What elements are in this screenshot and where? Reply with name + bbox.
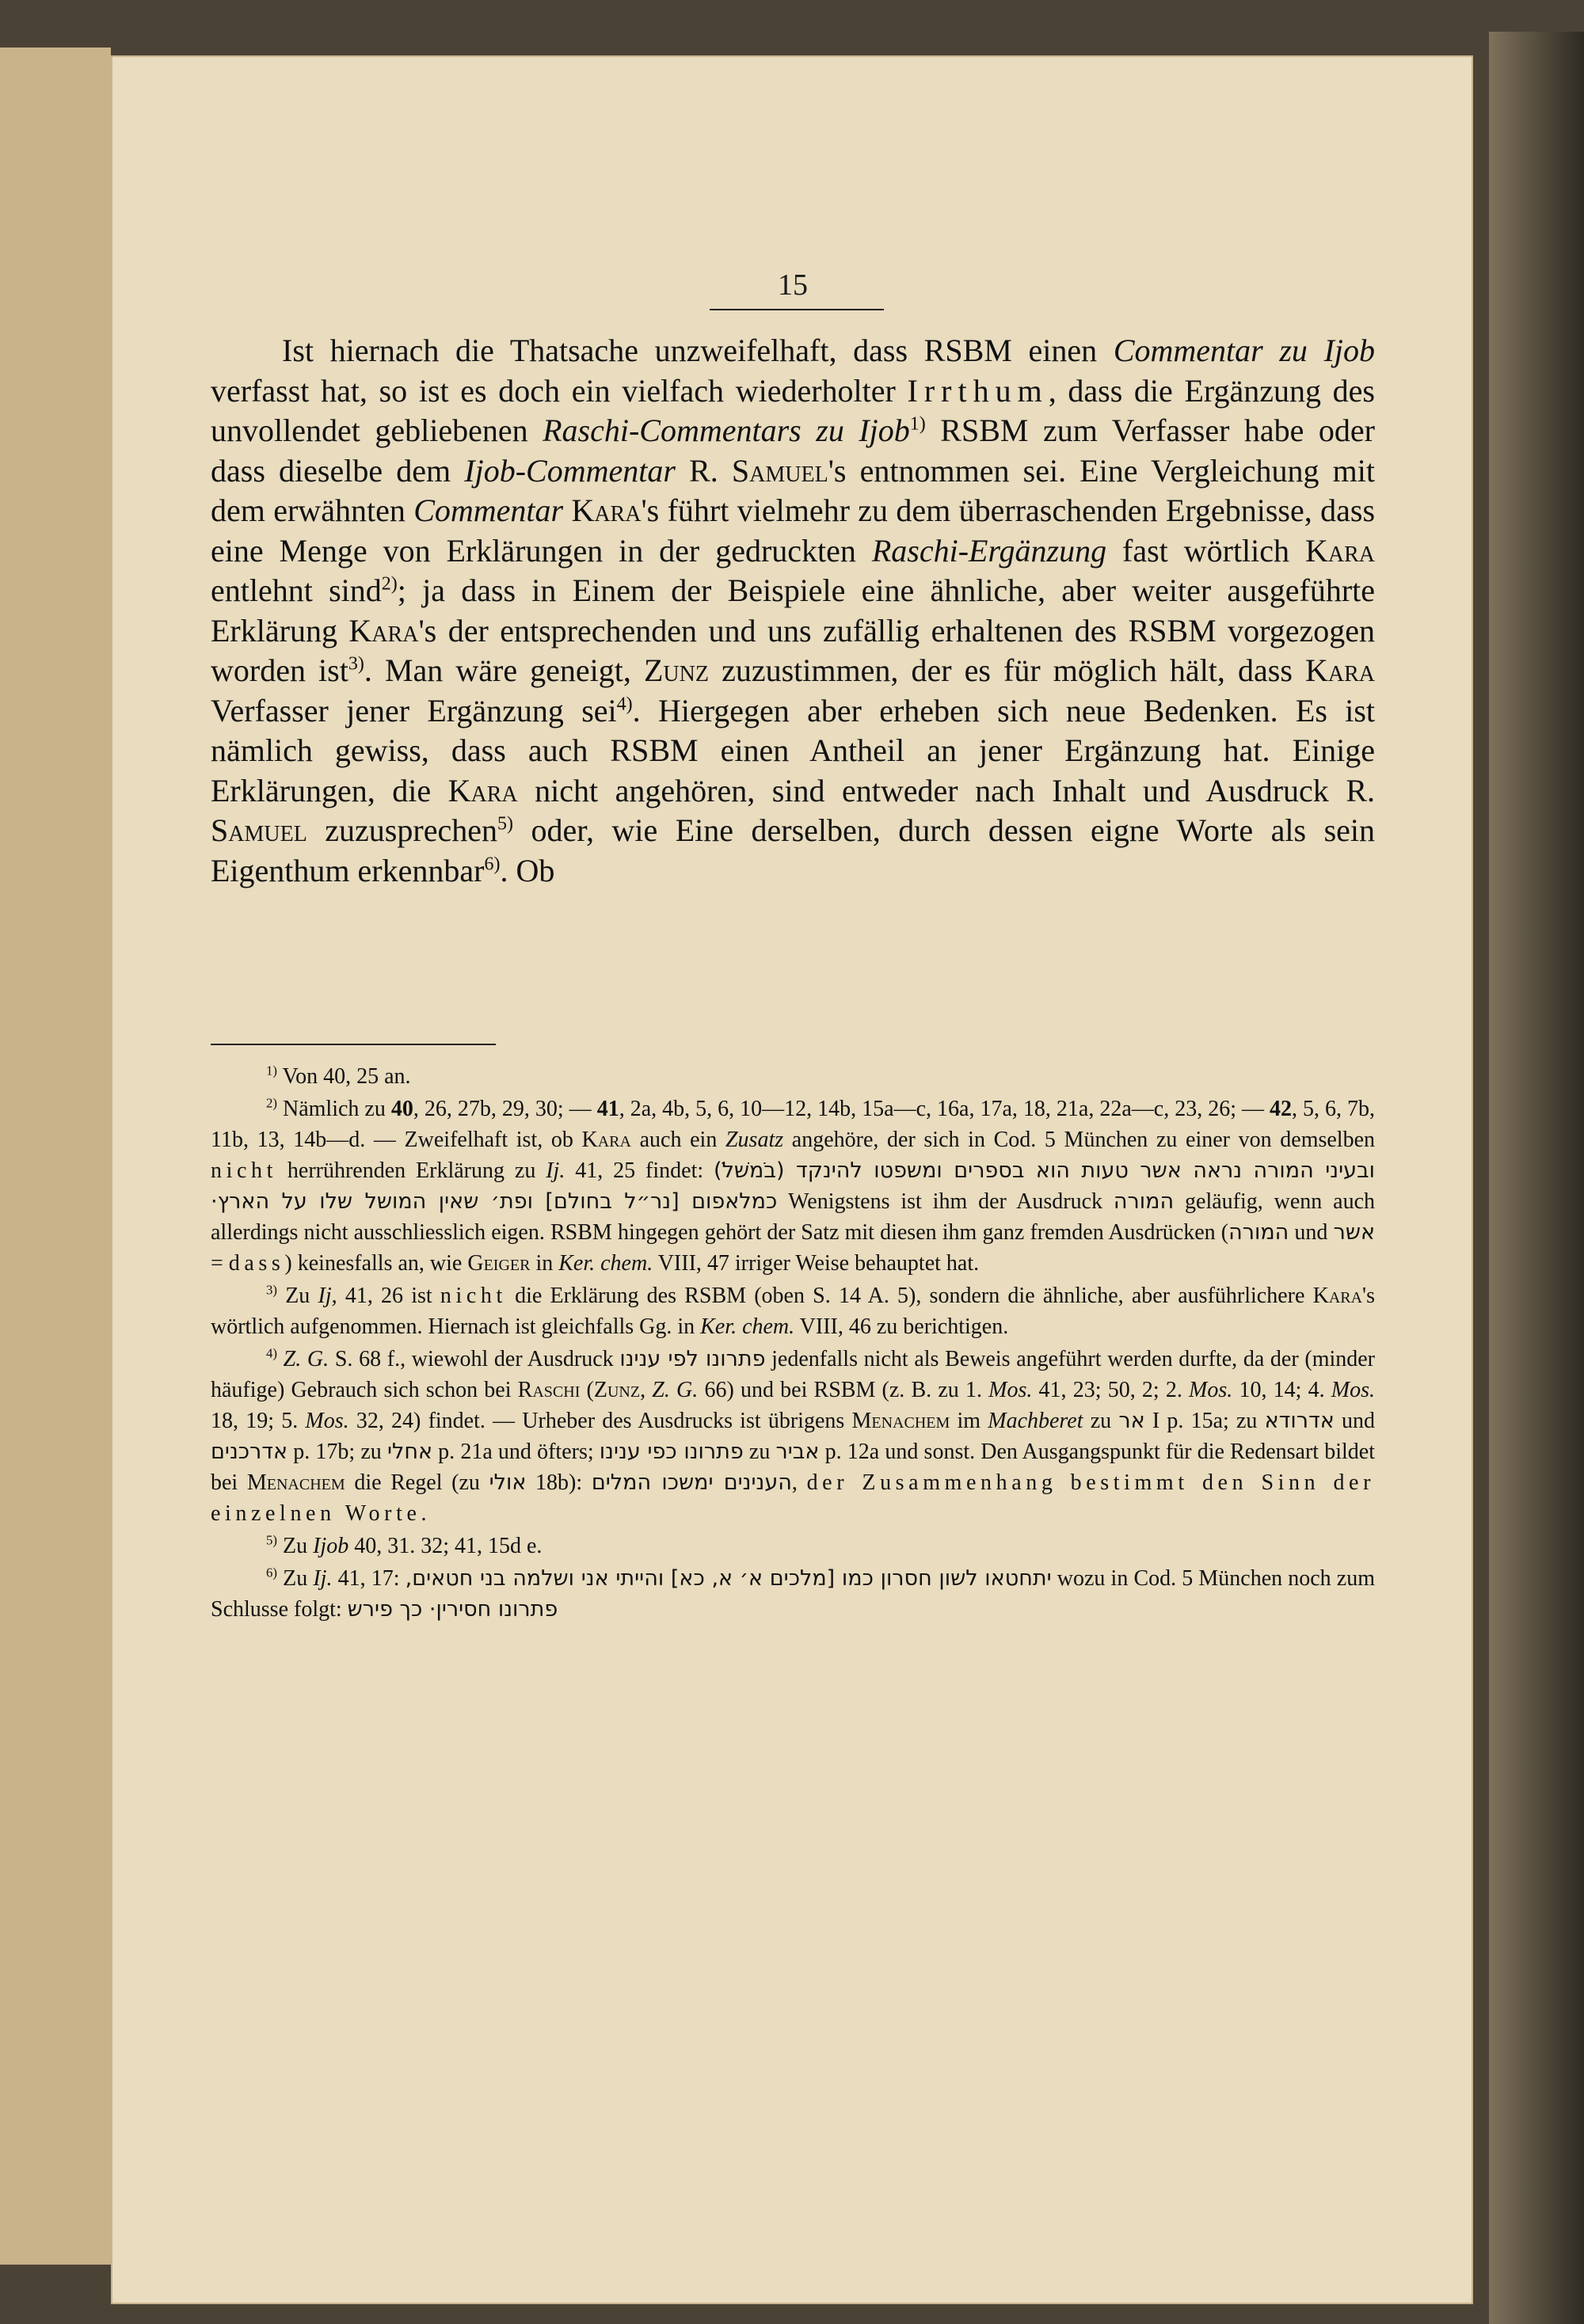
footnote-ref-6[interactable]: 6) [484,854,501,875]
book-page [111,55,1473,2304]
footnote-6: $^{6)}$ Zu Ij. 41, 17: יתחטאו לשון חסרון כמו [מלכים א׳ א, כא] והייתי אני ושלמה בני חטאים, wozu in Cod. 5 München noch zum Schlusse folgt: פתרונו חסירין· כך פירש [211,1565,1376,1622]
book-cover-edge [1489,32,1584,2324]
footnote-ref-2[interactable]: 2) [381,573,398,595]
footnote-1: $^{1)}$ Von 40, 25 an. [266,1063,411,1089]
page-number: 15 [778,268,808,302]
main-paragraph: Ist hiernach die Thatsache unzweifelhaft, dass RSBM einen Commentar zu Ijob verfasst hat, so ist es doch ein vielfach wiederholter Irrthum, dass die Ergänzung des unvollendet gebliebenen Raschi-Commentars zu Ijob$^{1)}$ RSBM zum Verfasser habe oder dass dieselbe dem Ijob-Commentar R. Samuel's entnommen sei. Eine Vergleichung mit dem erwähnten Commentar Kara's führt vielmehr zu dem überraschenden Ergebnisse, dass eine Menge von Erklärungen in der gedruckten Raschi-Ergänzung fast wörtlich Kara entlehnt sind$^{2)}$; ja dass in Einem der Beispiele eine ähnliche, aber weiter ausgeführte Erklärung Kara's der entsprechenden und uns zufällig erhaltenen des RSBM vorgezogen worden ist$^{3)}$. Man wäre geneigt, Zunz zuzustimmen, der es für möglich hält, dass Kara Verfasser jener Ergänzung sei$^{4)}$. Hiergegen aber erheben sich neue Bedenken. Es ist nämlich gewiss, dass auch RSBM einen Antheil an jener Ergänzung hat. Einige Erklärungen, die Kara nicht angehören, sind entweder nach Inhalt und Ausdruck R. Samuel zuzusprechen$^{5)}$ oder, wie Eine derselben, durch dessen eigne Worte als sein Eigenthum erkennbar$^{6)}$. Ob [211,333,1376,888]
footnotes [211,1061,1375,1625]
footnote-rule [211,1044,496,1045]
footnote-4: $^{4)}$ Z. G. S. 68 f., wiewohl der Ausdruck פתרונו לפי ענינו jedenfalls nicht als Beweis angeführt werden durfte, da der (minder häufige) Gebrauch sich schon bei Raschi (Zunz, Z. G. 66) und bei RSBM (z. B. zu 1. Mos. 41, 23; 50, 2; 2. Mos. 10, 14; 4. Mos. 18, 19; 5. Mos. 32, 24) findet. — Urheber des Ausdrucks ist übrigens Menachem im Machberet zu אר I p. 15a; zu אדרודא und אדרכנים p. 17b; zu אחלי p. 21a und öfters; פתרונו כפי ענינו zu אביר p. 12a und sonst. Den Ausgangspunkt für die Redensart bildet bei Menachem die Regel (zu אולי 18b): הענינים ימשכו המלים, der Zusammenhang bestimmt den Sinn der einzelnen Worte. [211,1345,1376,1526]
footnote-5: $^{5)}$ Zu Ijob 40, 31. 32; 41, 15d e. [266,1532,543,1558]
main-text [211,331,1375,891]
footnote-ref-3[interactable]: 3) [348,653,364,675]
footnote-ref-5[interactable]: 5) [497,813,513,835]
footnote-ref-4[interactable]: 4) [616,694,633,715]
footnote-3: $^{3)}$ Zu Ij, 41, 26 ist nicht die Erklärung des RSBM (oben S. 14 A. 5), sondern die ähnliche, aber ausführlichere Kara's wörtlich aufgenommen. Hiernach ist gleichfalls Gg. in Ker. chem. VIII, 46 zu berichtigen. [211,1282,1375,1339]
footnote-2: $^{2)}$ Nämlich zu 40, 26, 27b, 29, 30; — 41, 2a, 4b, 5, 6, 10—12, 14b, 15a—c, 16a, 17a, 18, 21a, 22a—c, 23, 26; — 42, 5, 6, 7b, 11b, 13, 14b—d. — Zweifelhaft ist, ob Kara auch ein Zusatz angehöre, der sich in Cod. 5 München zu einer von demselben nicht herrührenden Erklärung zu Ij. 41, 25 findet: ובעיני המורה נראה אשר טעות הוא בספרים ומשפטו להינקד (בֹמשׁלֹ) כמלאפום [נר״ל בחולם] ופת׳ שאין המושל שלו על הארץ· Wenigstens ist ihm der Ausdruck המורה geläufig, wenn auch allerdings nicht ausschliesslich eigen. RSBM hingegen gehört der Satz mit diesen ihm ganz fremden Ausdrücken (המורה und אשר = dass) keinesfalls an, wie Geiger in Ker. chem. VIII, 47 irriger Weise behauptet hat. [211,1095,1376,1276]
page-number-rule [710,309,884,310]
left-page-edge [0,48,111,2265]
footnote-ref-1[interactable]: 1) [909,413,926,435]
